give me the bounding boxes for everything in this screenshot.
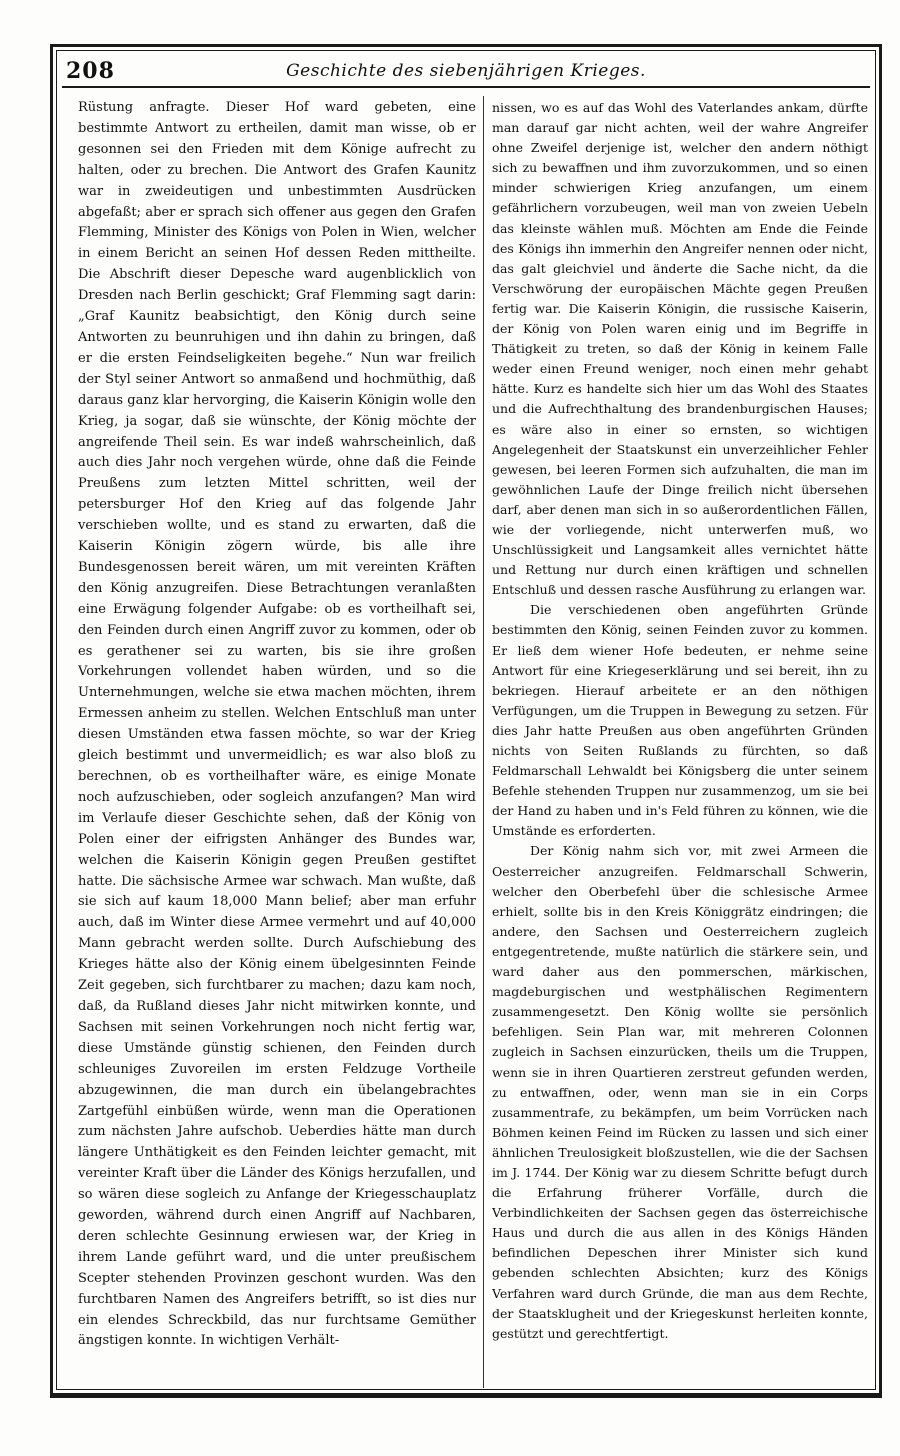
right-paragraph: Die verschiedenen oben angeführten Gründe bestimmten den König, seinen Feinden zuvor zu kommen. Er ließ dem wiener Hofe bedeuten, er nehme seine Antwort für eine Kriegeserklärung und sei bereit, ihn zu bekriegen. Hierauf arbeitete er an den nöthigen Verfügungen, um die Truppen in Bewegung zu setzen. Für dies Jahr hatte Preußen aus oben angeführten Gründen nichts von Seiten Rußlands zu fürchten, so daß Feldmarschall Lehwaldt bei Königsberg die unter seinem Befehle stehenden Truppen nur zusammenzog, um sie bei der Hand zu haben und in's Feld führen zu können, wie die Umstände es erforderten.: [492, 602, 868, 839]
left-column-text: Rüstung anfragte. Dieser Hof ward gebeten, eine bestimmte Antwort zu ertheilen, damit man wisse, ob er gesonnen sei den Frieden mit dem Könige aufrecht zu halten, oder zu brechen. Die Antwort des Grafen Kaunitz war in zweideutigen und unbestimmten Ausdrücken abgefaßt; aber er sprach sich offener aus gegen den Grafen Flemming, Minister des Königs von Polen in Wien, welcher in einem Bericht an seinen Hof dessen Reden mittheilte. Die Abschrift dieser Depesche ward augenblicklich von Dresden nach Berlin geschickt; Graf Flemming sagt darin: „Graf Kaunitz beabsichtigt, den König durch seine Antworten zu beunruhigen und ihn dahin zu bringen, daß er die ersten Feindseligkeiten begehe.“ Nun war freilich der Styl seiner Antwort so anmaßend und hochmüthig, daß daraus ganz klar hervorging, die Kaiserin Königin wolle den Krieg, ja sogar, daß sie wünschte, der König möchte der angreifende Theil sein. Es war indeß wahrscheinlich, daß auch dies Jahr noch vergehen würde, ohne daß die Feinde Preußens zum letzten Mittel schritten, weil der petersburger Hof den Krieg auf das folgende Jahr verschieben wollte, und es stand zu erwarten, daß die Kaiserin Königin zögern würde, bis alle ihre Bundesgenossen bereit wären, um mit vereinten Kräften den König anzugreifen. Diese Betrachtungen veranlaßten eine Erwägung folgender Aufgabe: ob es vortheilhaft sei, den Feinden durch einen Angriff zuvor zu kommen, oder ob es gerathener sei zu warten, bis sie ihre großen Vorkehrungen vollendet haben würden, und so die Unternehmungen, welche sie etwa machen möchten, ihrem Ermessen anheim zu stellen. Welchen Entschluß man unter diesen Umständen etwa fassen möchte, so war der Krieg gleich bestimmt und unvermeidlich; es war also bloß zu berechnen, ob es vortheilhafter wäre, es einige Monate noch aufzuschieben, oder sogleich anzufangen? Man wird im Verlaufe dieser Geschichte sehen, daß der König von Polen einer der eifrigsten Anhänger des Bundes war, welchen die Kaiserin Königin gegen Preußen gestiftet hatte. Die sächsische Armee war schwach. Man wußte, daß sie sich auf kaum 18,000 Mann belief; aber man erfuhr auch, daß im Winter diese Armee vermehrt und auf 40,000 Mann gebracht werden sollte. Durch Aufschiebung des Krieges hätte also der König einem übelgesinnten Feinde Zeit gegeben, sich furchtbarer zu machen; dazu kam noch, daß, da Rußland dieses Jahr nicht mitwirken konnte, und Sachsen mit seinen Vorkehrungen noch nicht fertig war, diese Umstände günstig schienen, den Feinden durch schleuniges Zuvoreilen im ersten Feldzuge Vortheile abzugewinnen, die man durch ein übelangebrachtes Zartgefühl einbüßen würde, wenn man die Operationen zum nächsten Jahre aufschob. Ueberdies hätte man durch längere Unthätigkeit es den Feinden leichter gemacht, mit vereinter Kraft über die Länder des Königs herzufallen, und so wären diese sogleich zu Anfange der Kriegesschauplatz geworden, während durch einen Angriff auf Nachbaren, deren schlechte Gesinnung erwiesen war, der Krieg in ihrem Lande geführt ward, und die unter preußischem Scepter stehenden Provinzen geschont wurden. Was den furchtbaren Namen des Angreifers betrifft, so ist dies nur ein elendes Schreckbild, das nur furchtsame Gemüther ängstigen konnte. In wichtigen Verhält-: [78, 100, 476, 1349]
right-paragraph: Der König nahm sich vor, mit zwei Armeen die Oesterreicher anzugreifen. Feldmarschall Schwerin, welcher den Oberbefehl über die schlesische Armee erhielt, sollte bis in den Kreis Königgrätz eindringen; die andere, den Sachsen und Oesterreichern zugleich entgegentretende, mußte natürlich die stärkere sein, und ward daher aus den pommerschen, märkischen, magdeburgischen und westphälischen Regimentern zusammengesetzt. Den König wollte sie persönlich befehligen. Sein Plan war, mit mehreren Colonnen zugleich in Sachsen einzurücken, theils um die Truppen, wenn sie in ihren Quartieren zerstreut gefunden werden, zu entwaffnen, oder, wenn man sie in ein Corps zusammentrafe, zu bekämpfen, um beim Vorrücken nach Böhmen keinen Feind im Rücken zu lassen und sich einer ähnlichen Treulosigkeit bloßzustellen, wie die der Sachsen im J. 1744. Der König war zu diesem Schritte befugt durch die Erfahrung früherer Vorfälle, durch die Verbindlichkeiten der Sachsen gegen das österreichische Haus und durch die aus allen in des Königs Händen befindlichen Depeschen ihrer Minister sich kund gebenden schlechten Absichten; kurz des Königs Verfahren ward durch Gründe, die man aus dem Rechte, der Staatsklugheit und der Kriegeskunst herleiten konnte, gestützt und gerechtfertigt.: [492, 843, 868, 1341]
running-title: Geschichte des siebenjährigen Krieges.: [286, 61, 646, 81]
column-divider: [483, 96, 484, 1388]
running-header: [62, 52, 870, 88]
right-column: [492, 98, 868, 1388]
bottom-rule: [50, 1396, 882, 1398]
right-paragraph: nissen, wo es auf das Wohl des Vaterlandes ankam, dürfte man darauf gar nicht achten, weil der wahre Angreifer ohne Zweifel derjenige ist, welcher den andern nöthigt sich zu bewaffnen und ihm zuvorzukommen, und so einen minder schwierigen Krieg anzufangen, um einem gefährlichern vorzubeugen, weil man von zweien Uebeln das kleinste wählen muß. Möchten am Ende die Feinde des Königs ihn immerhin den Angreifer nennen oder nicht, das galt gleichviel und änderte die Sache nicht, da die Verschwörung der europäischen Mächte gegen Preußen fertig war. Die Kaiserin Königin, die russische Kaiserin, der König von Polen waren einig und im Begriffe in Thätigkeit zu treten, so daß der König in keinem Falle weder einen Freund weniger, noch einen mehr gehabt hätte. Kurz es handelte sich hier um das Wohl des Staates und die Aufrechthaltung des brandenburgischen Hauses; es wäre also in einer so ernsten, so wichtigen Angelegenheit der Staatskunst ein unverzeihlicher Fehler gewesen, bei leeren Formen sich aufzuhalten, die man im gewöhnlichen Laufe der Dinge freilich nicht übersehen darf, aber denen man sich in so außerordentlichen Fällen, wie der vorliegende, nicht unterwerfen muß, wo Unschlüssigkeit und Langsamkeit alles vernichtet hätte und Rettung nur durch einen kräftigen und schnellen Entschluß und dessen rasche Ausführung zu erlangen war.: [492, 100, 868, 598]
left-column: [78, 98, 476, 1388]
page-number: 208: [66, 58, 115, 84]
